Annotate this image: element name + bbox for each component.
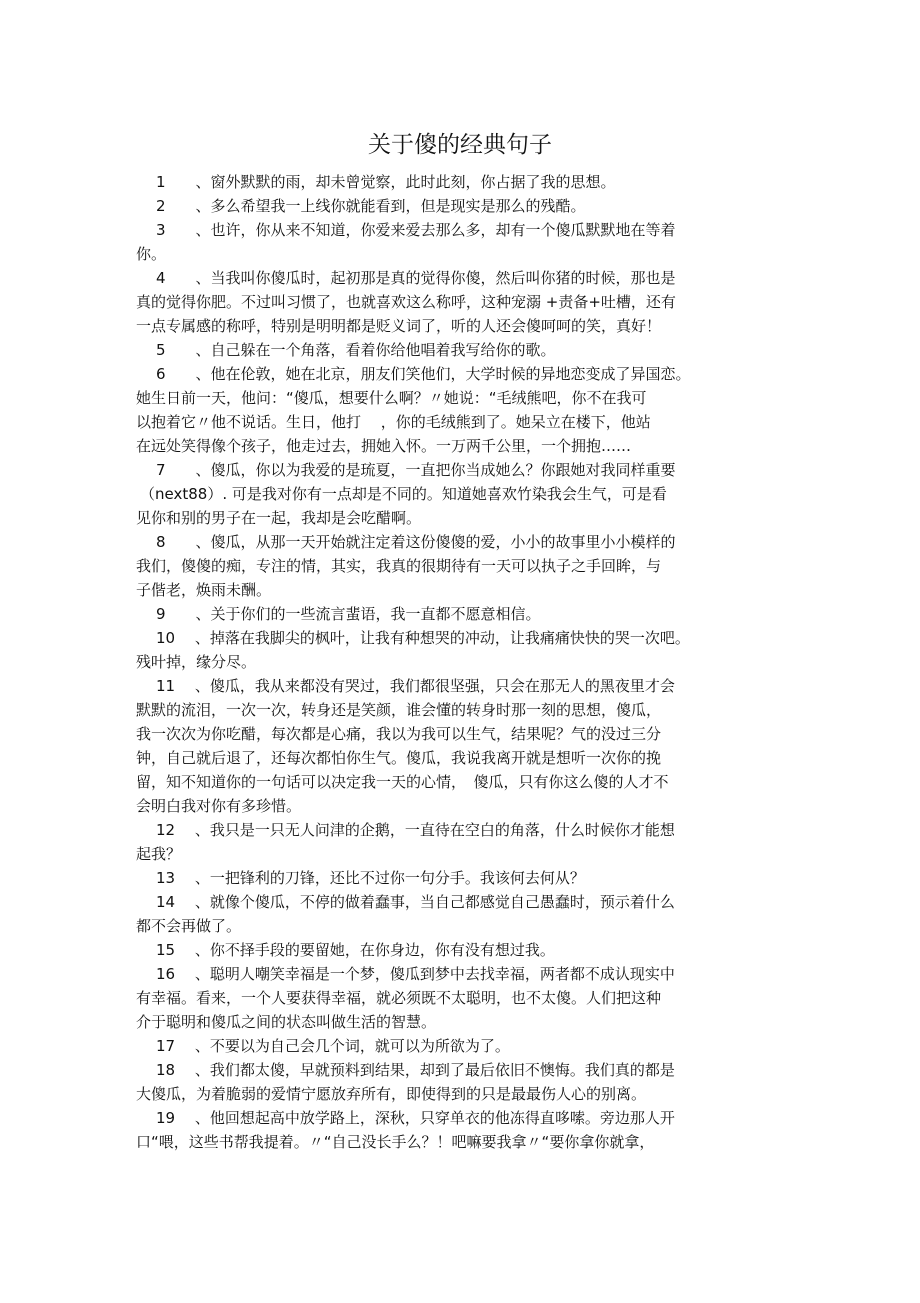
text-line: 8 、傻瓜，从那一天开始就注定着这份傻傻的爱，小小的故事里小小模样的	[156, 533, 676, 551]
text-line: 见你和别的男子在一起，我却是会吃醋啊。	[136, 509, 422, 527]
text-line: 在远处笑得像个孩子，他走过去，拥她入怀。一万两千公里，一个拥抱……	[136, 437, 632, 455]
page-title: 关于傻的经典句子	[368, 132, 552, 158]
text-line: 她生日前一天，他问：“傻瓜，想要什么啊？〃她说：“毛绒熊吧，你不在我可	[136, 389, 647, 407]
text-line: 真的觉得你肥。不过叫习惯了，也就喜欢这么称呼，这种宠溺 +责备+吐槽，还有	[136, 293, 676, 311]
text-line: 默默的流泪，一次一次，转身还是笑颜，谁会懂的转身时那一刻的思想，傻瓜，	[136, 701, 662, 719]
text-line: 17 、不要以为自己会几个词，就可以为所欲为了。	[156, 1037, 510, 1055]
text-line: 1 、窗外默默的雨，却未曾觉察，此时此刻，你占据了我的思想。	[156, 173, 616, 191]
text-line: 6 、他在伦敦，她在北京，朋友们笑他们，大学时候的异地恋变成了异国恋。	[156, 365, 691, 383]
text-line: 12 、我只是一只无人问津的企鹅，一直待在空白的角落，什么时候你才能想	[156, 821, 675, 839]
text-line: 4 、当我叫你傻瓜时，起初那是真的觉得你傻，然后叫你猪的时候，那也是	[156, 269, 676, 287]
text-line: 起我？	[136, 845, 182, 863]
text-line: （next88）. 可是我对你有一点却是不同的。知道她喜欢竹染我会生气，可是看	[140, 485, 667, 503]
text-line: 9 、关于你们的一些流言蜚语，我一直都不愿意相信。	[156, 605, 541, 623]
text-line: 11 、傻瓜，我从来都没有哭过，我们都很坚强，只会在那无人的黑夜里才会	[156, 677, 675, 695]
text-line: 15 、你不择手段的要留她，在你身边，你有没有想过我。	[156, 941, 555, 959]
text-line: 子偕老，焕雨未酬。	[136, 581, 272, 599]
text-line: 我一次次为你吃醋，每次都是心痛，我以为我可以生气，结果呢？气的没过三分	[136, 725, 662, 743]
text-line: 有幸福。看来，一个人要获得幸福，就必须既不太聪明，也不太傻。人们把这种	[136, 989, 662, 1007]
text-line: 7 、傻瓜，你以为我爱的是琉夏，一直把你当成她么？你跟她对我同样重要	[156, 461, 676, 479]
text-line: 我们，傻傻的痴，专注的情，其实，我真的很期待有一天可以执子之手回眸，与	[136, 557, 662, 575]
text-line: 5 、自己躲在一个角落，看着你给他唱着我写给你的歌。	[156, 341, 556, 359]
text-line: 14 、就像个傻瓜，不停的做着蠢事，当自己都感觉自己愚蠢时，预示着什么	[156, 893, 675, 911]
text-line: 16 、聪明人嘲笑幸福是一个梦，傻瓜到梦中去找幸福，两者都不成认现实中	[156, 965, 675, 983]
text-line: 你。	[136, 245, 167, 263]
text-line: 钟，自己就后退了，还每次都怕你生气。傻瓜，我说我离开就是想听一次你的挽	[136, 749, 662, 767]
text-line: 介于聪明和傻瓜之间的状态叫做生活的智慧。	[136, 1013, 437, 1031]
text-line: 13 、一把锋利的刀锋，还比不过你一句分手。我该何去何从？	[156, 869, 585, 887]
text-line: 大傻瓜，为着脆弱的爱情宁愿放弃所有，即使得到的只是最最伤人心的别离。	[136, 1085, 647, 1103]
text-line: 留，知不知道你的一句话可以决定我一天的心情， 傻瓜，只有你这么傻的人才不	[136, 773, 669, 791]
text-line: 会明白我对你有多珍惜。	[136, 797, 302, 815]
text-line: 以抱着它〃他不说话。生日，他打 ，你的毛绒熊到了。她呆立在楼下，他站	[136, 413, 651, 431]
text-line: 残叶掉，缘分尽。	[136, 653, 257, 671]
text-line: 18 、我们都太傻，早就预料到结果，却到了最后依旧不懊悔。我们真的都是	[156, 1061, 675, 1079]
text-line: 3 、也许，你从来不知道，你爱来爱去那么多，却有一个傻瓜默默地在等着	[156, 221, 676, 239]
text-line: 2 、多么希望我一上线你就能看到，但是现实是那么的残酷。	[156, 197, 586, 215]
text-line: 一点专属感的称呼，特别是明明都是贬义词了，听的人还会傻呵呵的笑，真好！	[136, 317, 662, 335]
text-line: 19 、他回想起高中放学路上，深秋，只穿单衣的他冻得直哆嗦。旁边那人开	[156, 1109, 675, 1127]
text-line: 10 、掉落在我脚尖的枫叶，让我有种想哭的冲动，让我痛痛快快的哭一次吧。	[156, 629, 690, 647]
text-line: 都不会再做了。	[136, 917, 242, 935]
text-line: 口“喂，这些书帮我提着。〃“自己没长手么？！吧嘛要我拿〃“要你拿你就拿，	[136, 1133, 655, 1151]
